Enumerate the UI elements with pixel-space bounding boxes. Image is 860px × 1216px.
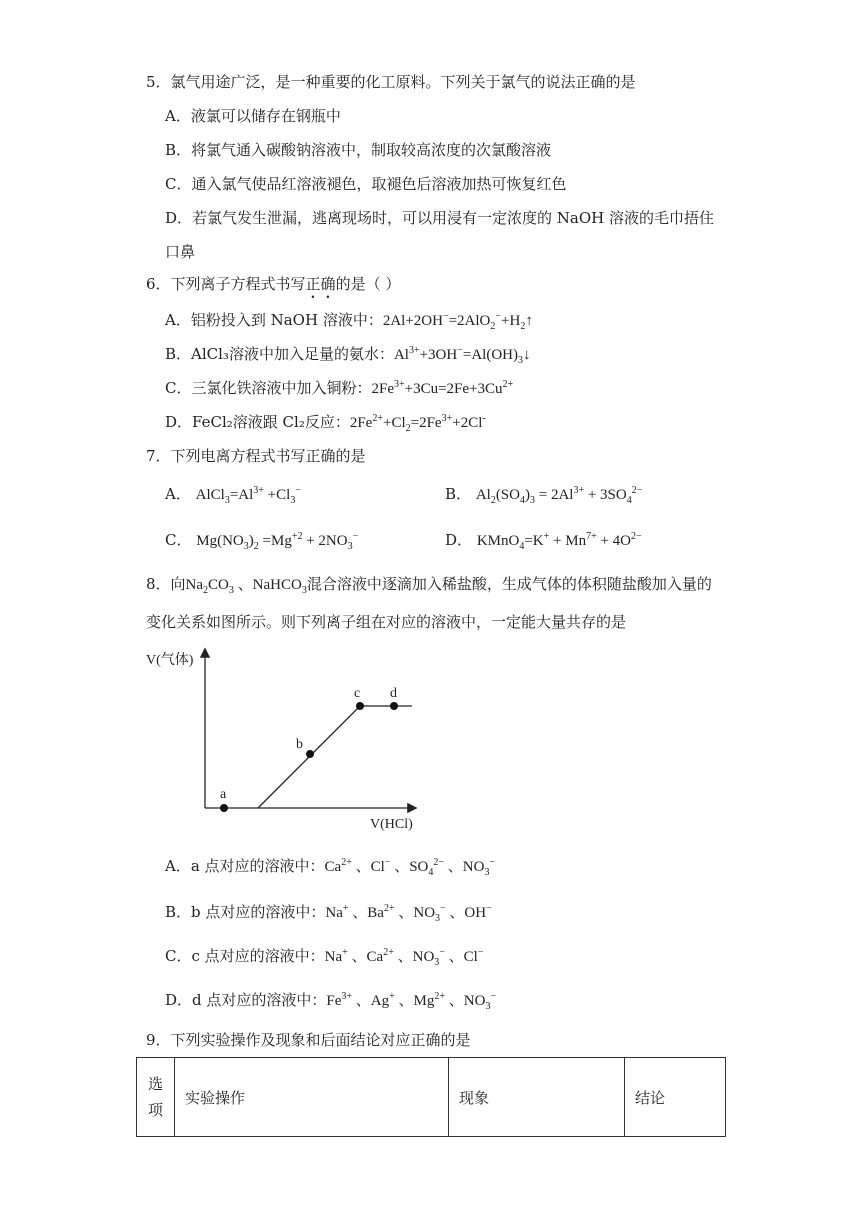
label-b: b: [296, 737, 303, 752]
x-axis-label: V(HCl): [370, 817, 413, 832]
y-axis-label: V(气体): [146, 653, 194, 668]
header-phenomenon: 现象: [449, 1058, 625, 1137]
point-d: [390, 702, 398, 710]
q7-option-c: C． $Mg(NO_3)_2 =Mg^{+2} + 2NO_3^-$: [165, 531, 359, 552]
q9-stem: 9．下列实验操作及现象和后面结论对应正确的是: [146, 1031, 471, 1049]
q5-stem: 5．氯气用途广泛，是一种重要的化工原料。下列关于氯气的说法正确的是: [146, 73, 636, 91]
gas-curve: [258, 706, 412, 808]
q5-option-d-cont: 口鼻: [165, 243, 196, 261]
point-a: [220, 804, 228, 812]
label-c: c: [354, 686, 361, 701]
q8-stem: 8．向$Na_2CO_3$ 、NaHCO$_3$混合溶液中逐滴加入稀盐酸，生成气体的体积随盐酸加入量的: [146, 575, 712, 596]
emphasis-correct: 正确: [305, 275, 336, 293]
q9-table: [136, 1057, 726, 1137]
q8-option-a: A．a 点对应的溶液中：$Ca^{2+}$ 、Cl− 、$SO_4^{2-}$ 、$NO_3^-$: [165, 857, 496, 878]
q5-option-a: A．液氯可以储存在钢瓶中: [165, 107, 341, 125]
gas-volume-graph: [140, 640, 430, 840]
q5-option-b: B．将氯气通入碳酸钠溶液中，制取较高浓度的次氯酸溶液: [165, 141, 552, 159]
header-operation: 实验操作: [175, 1058, 449, 1137]
label-d: d: [390, 686, 397, 701]
header-conclusion: 结论: [625, 1058, 726, 1137]
point-b: [306, 750, 314, 758]
q8-stem-cont: 变化关系如图所示。则下列离子组在对应的溶液中，一定能大量共存的是: [146, 613, 627, 631]
q8-option-c: C．c 点对应的溶液中：Na+ 、$Ca^{2+}$ 、$NO_3^-$ 、Cl−: [165, 947, 484, 968]
q7-option-a: A． $AlCl_3=Al^{3+} +Cl_3^-$: [165, 485, 301, 506]
q6-stem: 6．下列离子方程式书写正确的是（ ）: [146, 275, 401, 293]
table-header-row: [137, 1058, 726, 1137]
q6-option-a: A．铝粉投入到 NaOH 溶液中：$2Al+2OH^-=2AlO_2^-+H_2↑$: [165, 311, 533, 332]
q5-option-d: D．若氯气发生泄漏，逃离现场时，可以用浸有一定浓度的 NaOH 溶液的毛巾捂住: [165, 209, 715, 227]
q5-option-c: C．通入氯气使品红溶液褪色，取褪色后溶液加热可恢复红色: [165, 175, 567, 193]
q8-option-b: B．b 点对应的溶液中：Na+ 、$Ba^{2+}$ 、$NO_3^-$ 、OH−: [165, 903, 492, 924]
q6-option-c: C．三氯化铁溶液中加入铜粉：$2Fe^{3+}+3Cu=2Fe+3Cu^{2+}$: [165, 379, 514, 397]
header-option: 选项: [137, 1058, 175, 1137]
q6-option-d: D．FeCl₂溶液跟 Cl₂反应：$2Fe^{2+}+Cl_2=2Fe^{3+}+2Cl^-$: [165, 413, 486, 434]
label-a: a: [220, 787, 227, 802]
q7-stem: 7．下列电离方程式书写正确的是: [146, 447, 366, 465]
point-c: [356, 702, 364, 710]
q8-option-d: D．d 点对应的溶液中：$Fe^{3+}$ 、Ag+ 、$Mg^{2+}$ 、$NO_3^-$: [165, 991, 497, 1012]
q6-option-b: B．AlCl₃溶液中加入足量的氨水：$Al^{3+}+3OH^-=Al(OH)_3↓$: [165, 345, 531, 366]
q7-option-b: B． $Al_2(SO_4)_3 = 2Al^{3+} + 3SO_4^{2-}$: [445, 485, 643, 506]
q7-option-d: D． KMnO$_4$=K+ + $Mn^{7+} + 4O^{2-}$: [445, 531, 642, 552]
